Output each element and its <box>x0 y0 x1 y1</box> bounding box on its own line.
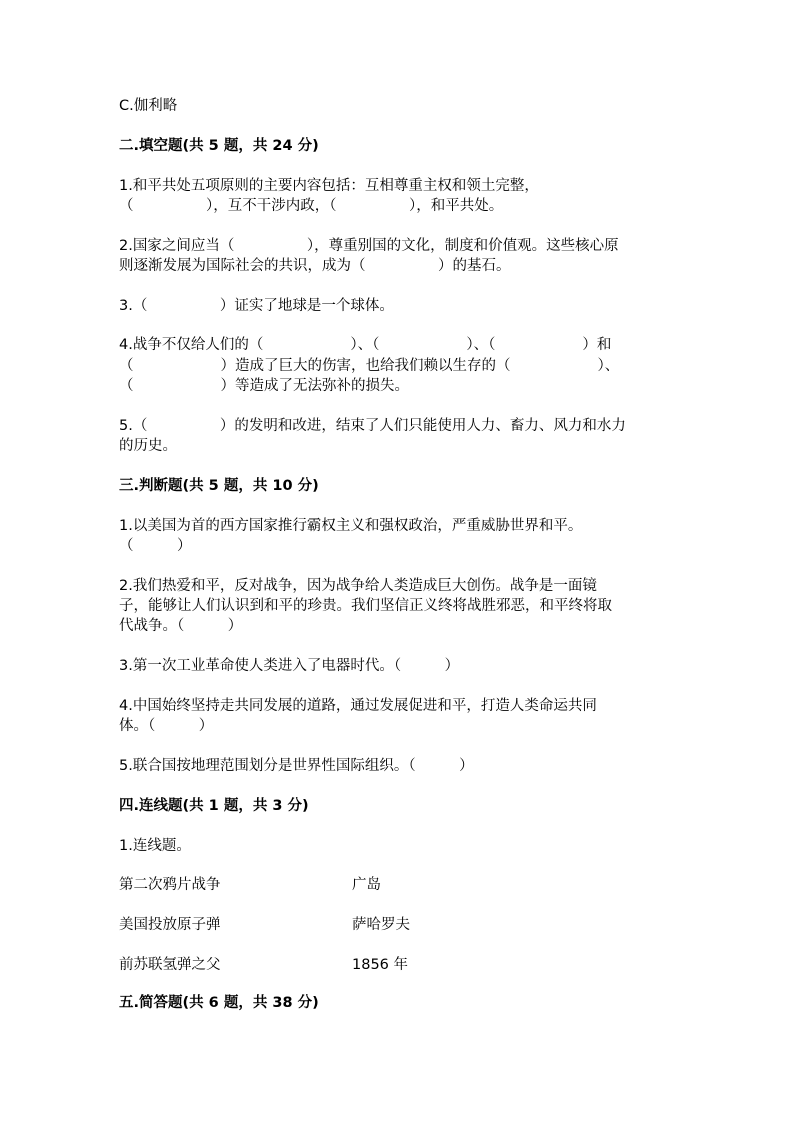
section4-heading: 四.连线题(共 1 题，共 3 分) <box>119 798 309 814</box>
s3-q4-line1: 4.中国始终坚持走共同发展的道路，通过发展促进和平，打造人类命运共同 <box>119 698 597 714</box>
s2-q5-line1: 5.（ ）的发明和改进，结束了人们只能使用人力、畜力、风力和水力 <box>119 418 626 434</box>
s3-q1-line2: （ ） <box>119 538 192 554</box>
s2-q2-line2: 则逐渐发展为国际社会的共识，成为（ ）的基石。 <box>119 258 511 274</box>
match-right-2: 萨哈罗夫 <box>352 917 410 933</box>
s3-q2-line3: 代战争。（ ） <box>119 618 243 634</box>
s3-q5-line1: 5.联合国按地理范围划分是世界性国际组织。（ ） <box>119 758 474 774</box>
s2-q4-line1: 4.战争不仅给人们的（ ）、（ ）、（ ）和 <box>119 337 612 353</box>
option-c: C.伽利略 <box>119 98 178 114</box>
s2-q5-line2: 的历史。 <box>119 438 177 454</box>
s3-q3-line1: 3.第一次工业革命使人类进入了电器时代。（ ） <box>119 658 460 674</box>
s2-q3-line1: 3.（ ）证实了地球是一个球体。 <box>119 298 394 314</box>
s3-q4-line2: 体。（ ） <box>119 718 214 734</box>
s2-q1-line1: 1.和平共处五项原则的主要内容包括：互相尊重主权和领土完整， <box>119 178 539 194</box>
section5-heading: 五.简答题(共 6 题，共 38 分) <box>119 995 319 1011</box>
section2-heading: 二.填空题(共 5 题，共 24 分) <box>119 138 319 154</box>
s2-q1-line2: （ ），互不干涉内政，（ ），和平共处。 <box>119 198 504 214</box>
s2-q2-line1: 2.国家之间应当（ ），尊重别国的文化，制度和价值观。这些核心原 <box>119 238 619 254</box>
s4-q1: 1.连线题。 <box>119 838 191 854</box>
match-left-3: 前苏联氢弹之父 <box>119 957 221 973</box>
match-right-3: 1856 年 <box>352 957 409 973</box>
s2-q4-line2: （ ）造成了巨大的伤害，也给我们赖以生存的（ ）、 <box>119 358 620 374</box>
s3-q1-line1: 1.以美国为首的西方国家推行霸权主义和强权政治，严重威胁世界和平。 <box>119 518 583 534</box>
match-left-2: 美国投放原子弹 <box>119 917 221 933</box>
section3-heading: 三.判断题(共 5 题，共 10 分) <box>119 478 319 494</box>
s2-q4-line3: （ ）等造成了无法弥补的损失。 <box>119 378 409 394</box>
s3-q2-line1: 2.我们热爱和平，反对战争，因为战争给人类造成巨大创伤。战争是一面镜 <box>119 578 597 594</box>
match-right-1: 广岛 <box>352 877 381 893</box>
match-left-1: 第二次鸦片战争 <box>119 877 221 893</box>
s3-q2-line2: 子，能够让人们认识到和平的珍贵。我们坚信正义终将战胜邪恶，和平终将取 <box>119 598 612 614</box>
